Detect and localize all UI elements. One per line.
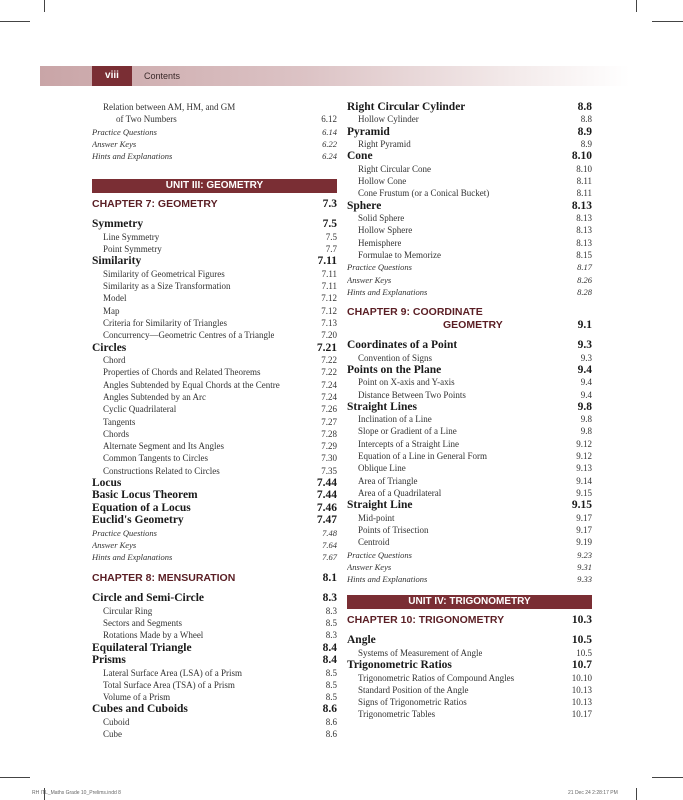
toc-entry-title: of Two Numbers <box>116 114 177 125</box>
toc-entry-title: Answer Keys <box>92 539 137 550</box>
toc-subentry <box>347 684 592 696</box>
toc-entry-title: Slope or Gradient of a Line <box>358 426 457 437</box>
toc-entry-page: 9.17 <box>576 524 592 535</box>
toc-entry-page: 8.10 <box>576 163 592 174</box>
toc-entry-page: 9.4 <box>580 389 592 400</box>
toc-subentry <box>347 487 592 499</box>
toc-entry-page: 8.6 <box>325 716 337 727</box>
toc-entry-page: 8.6 <box>325 729 337 740</box>
toc-section-entry <box>92 514 337 526</box>
unit-heading: UNIT III: GEOMETRY <box>92 179 337 193</box>
chapter-page: 7.3 <box>322 198 337 211</box>
toc-entry-title: Points on the Plane <box>347 363 442 376</box>
toc-subentry <box>92 428 337 440</box>
toc-entry-title: Trigonometric Tables <box>358 709 436 720</box>
toc-section-entry <box>347 499 592 511</box>
toc-subentry <box>92 629 337 641</box>
chapter-page: 8.1 <box>322 572 337 585</box>
toc-entry-page: 7.5 <box>322 218 337 231</box>
toc-entry-title: Practice Questions <box>92 527 157 538</box>
toc-entry-page: 8.9 <box>580 139 592 150</box>
toc-entry-page: 9.12 <box>576 438 592 449</box>
toc-entry-page: 8.4 <box>322 641 337 654</box>
toc-entry-title: Criteria for Similarity of Triangles <box>103 318 227 329</box>
toc-entry-title: Equation of a Locus <box>92 501 191 514</box>
toc-entry-page: 9.14 <box>576 475 592 486</box>
toc-subentry <box>92 667 337 679</box>
toc-subentry <box>347 249 592 261</box>
toc-subentry <box>347 187 592 199</box>
toc-entry-page: 8.15 <box>576 249 592 260</box>
toc-subentry <box>347 647 592 659</box>
toc-entry-page: 7.27 <box>321 416 337 427</box>
toc-entry-title: Common Tangents to Circles <box>103 453 208 464</box>
toc-subentry <box>92 317 337 329</box>
toc-subentry <box>347 512 592 524</box>
toc-entry-title: Systems of Measurement of Angle <box>358 647 483 658</box>
toc-entry-title: Chord <box>103 355 126 366</box>
toc-entry-title: Hollow Cylinder <box>358 114 419 125</box>
toc-entry-page: 9.15 <box>576 487 592 498</box>
toc-entry-title: Cuboid <box>103 716 130 727</box>
toc-section-entry <box>347 339 592 351</box>
toc-section-entry <box>347 126 592 138</box>
footer-file-slug: RH ITL_Maths Grade 10_Prelims.indd 8 <box>32 790 121 796</box>
toc-entry-page: 8.5 <box>325 667 337 678</box>
toc-subentry <box>92 728 337 740</box>
toc-subentry <box>92 329 337 341</box>
toc-entry-page: 10.7 <box>571 659 592 672</box>
toc-entry-page: 9.8 <box>577 400 592 413</box>
toc-backmatter-entry <box>347 286 592 298</box>
toc-subentry <box>347 113 592 125</box>
toc-entry-page: 8.5 <box>325 692 337 703</box>
chapter-heading <box>92 572 337 585</box>
toc-entry-title: Formulae to Memorize <box>358 249 441 260</box>
toc-entry-title: Answer Keys <box>347 561 392 572</box>
crop-mark <box>636 0 637 12</box>
toc-entry-page: 7.11 <box>321 268 337 279</box>
toc-section-entry <box>347 200 592 212</box>
toc-entry-page: 7.30 <box>321 453 337 464</box>
toc-entry-page: 7.12 <box>321 305 337 316</box>
toc-entry-title: Cyclic Quadrilateral <box>103 404 177 415</box>
toc-backmatter-entry <box>347 573 592 585</box>
toc-subentry <box>92 440 337 452</box>
toc-subentry <box>92 679 337 691</box>
toc-entry-title: Centroid <box>358 537 390 548</box>
toc-subentry <box>92 292 337 304</box>
toc-entry-page: 9.23 <box>577 549 592 560</box>
toc-entry-title: Trigonometric Ratios <box>347 659 452 672</box>
toc-subentry <box>347 696 592 708</box>
toc-entry-title: Practice Questions <box>347 549 412 560</box>
toc-entry-page: 9.4 <box>580 377 592 388</box>
toc-backmatter-entry <box>347 261 592 273</box>
toc-backmatter-entry <box>92 150 337 162</box>
toc-subentry <box>92 113 337 125</box>
toc-entry-page: 8.5 <box>325 618 337 629</box>
chapter-title: CHAPTER 10: TRIGONOMETRY <box>347 614 505 627</box>
crop-mark <box>652 21 683 22</box>
toc-subentry <box>347 413 592 425</box>
toc-entry-page: 9.12 <box>576 451 592 462</box>
toc-entry-page: 9.31 <box>577 561 592 572</box>
toc-entry-page: 9.8 <box>580 426 592 437</box>
chapter-title: CHAPTER 7: GEOMETRY <box>92 198 218 211</box>
toc-entry-title: Hollow Cone <box>358 176 407 187</box>
toc-entry-page: 8.13 <box>576 237 592 248</box>
toc-subentry <box>347 163 592 175</box>
toc-entry-title: Hemisphere <box>358 237 402 248</box>
toc-entry-page: 10.13 <box>571 684 592 695</box>
toc-entry-page: 6.12 <box>321 114 337 125</box>
crop-mark <box>0 777 30 778</box>
toc-entry-title: Distance Between Two Points <box>358 389 466 400</box>
toc-entry-page: 7.13 <box>321 318 337 329</box>
toc-section-entry <box>92 703 337 715</box>
toc-subentry <box>92 452 337 464</box>
toc-subentry <box>92 391 337 403</box>
toc-section-entry <box>92 477 337 489</box>
chapter-page: 9.1 <box>577 319 592 332</box>
toc-subentry <box>92 243 337 255</box>
toc-entry-page: 7.11 <box>317 255 337 268</box>
toc-subentry <box>92 231 337 243</box>
toc-entry-page: 7.20 <box>321 330 337 341</box>
toc-entry-title: Oblique Line <box>358 463 406 474</box>
toc-entry-title: Basic Locus Theorem <box>92 489 198 502</box>
toc-entry-page: 9.3 <box>577 339 592 352</box>
toc-entry-page: 7.24 <box>321 379 337 390</box>
toc-section-entry <box>347 364 592 376</box>
toc-subentry <box>347 212 592 224</box>
toc-subentry <box>92 366 337 378</box>
toc-entry-page: 8.26 <box>577 274 592 285</box>
toc-entry-title: Equation of a Line in General Form <box>358 451 487 462</box>
toc-entry-title: Convention of Signs <box>358 352 433 363</box>
toc-left-column <box>92 101 337 740</box>
toc-subentry <box>347 462 592 474</box>
toc-entry-page: 9.3 <box>580 352 592 363</box>
toc-entry-page: 10.17 <box>571 709 592 720</box>
toc-entry-page: 7.7 <box>325 244 337 255</box>
toc-entry-title: Sectors and Segments <box>103 618 182 629</box>
toc-entry-page: 10.13 <box>571 697 592 708</box>
toc-entry-page: 8.8 <box>577 101 592 113</box>
toc-entry-page: 8.9 <box>577 125 592 138</box>
toc-entry-page: 7.44 <box>316 489 337 502</box>
toc-entry-page: 7.11 <box>321 281 337 292</box>
toc-entry-page: 9.4 <box>577 363 592 376</box>
toc-subentry <box>347 138 592 150</box>
toc-entry-title: Hints and Explanations <box>92 151 173 162</box>
toc-subentry <box>347 376 592 388</box>
toc-entry-page: 10.10 <box>571 672 592 683</box>
toc-section-entry <box>347 101 592 113</box>
toc-subentry <box>347 425 592 437</box>
toc-entry-title: Right Circular Cylinder <box>347 101 466 113</box>
toc-entry-page: 8.17 <box>577 262 592 273</box>
crop-mark <box>44 0 45 12</box>
toc-subentry <box>92 305 337 317</box>
toc-entry-title: Total Surface Area (TSA) of a Prism <box>103 679 235 690</box>
toc-entry-title: Straight Line <box>347 499 413 512</box>
toc-subentry <box>92 379 337 391</box>
toc-subentry <box>92 280 337 292</box>
toc-entry-title: Cone Frustum (or a Conical Bucket) <box>358 188 490 199</box>
toc-entry-title: Angles Subtended by Equal Chords at the Centre <box>103 379 280 390</box>
toc-subentry <box>92 465 337 477</box>
toc-section-entry <box>92 489 337 501</box>
toc-section-entry <box>92 642 337 654</box>
toc-subentry <box>92 691 337 703</box>
toc-subentry <box>347 524 592 536</box>
toc-entry-title: Straight Lines <box>347 400 417 413</box>
toc-entry-page: 7.48 <box>322 527 337 538</box>
toc-entry-title: Pyramid <box>347 125 390 138</box>
toc-entry-title: Answer Keys <box>92 138 137 149</box>
toc-entry-title: Intercepts of a Straight Line <box>358 438 459 449</box>
toc-entry-page: 9.13 <box>576 463 592 474</box>
toc-entry-title: Cubes and Cuboids <box>92 703 188 716</box>
toc-entry-page: 8.11 <box>576 176 592 187</box>
toc-backmatter-entry <box>92 551 337 563</box>
unit-heading: UNIT IV: TRIGONOMETRY <box>347 595 592 609</box>
toc-entry-title: Tangents <box>103 416 136 427</box>
crop-mark <box>652 777 683 778</box>
footer-date-slug: 21 Dec 24 2:28:17 PM <box>568 790 618 796</box>
toc-entry-page: 10.5 <box>571 634 592 647</box>
toc-entry-title: Circle and Semi-Circle <box>92 592 204 605</box>
toc-entry-title: Line Symmetry <box>103 231 160 242</box>
toc-backmatter-entry <box>347 561 592 573</box>
toc-section-entry <box>92 654 337 666</box>
toc-subentry <box>92 416 337 428</box>
toc-subentry <box>347 475 592 487</box>
toc-entry-title: Cone <box>347 150 373 163</box>
toc-subentry <box>347 450 592 462</box>
toc-entry-page: 6.22 <box>322 138 337 149</box>
toc-entry-title: Model <box>103 293 127 304</box>
toc-entry-title: Similarity <box>92 255 142 268</box>
toc-entry-page: 7.44 <box>316 477 337 489</box>
toc-entry-page: 7.5 <box>325 231 337 242</box>
toc-backmatter-entry <box>92 126 337 138</box>
toc-entry-page: 8.28 <box>577 286 592 297</box>
toc-section-entry <box>92 218 337 230</box>
toc-entry-title: Right Circular Cone <box>358 163 431 174</box>
toc-entry-page: 8.13 <box>576 213 592 224</box>
toc-entry-title: Inclination of a Line <box>358 414 432 425</box>
toc-entry-title: Properties of Chords and Related Theorems <box>103 367 261 378</box>
toc-entry-page: 7.46 <box>316 501 337 514</box>
toc-entry-title: Hints and Explanations <box>92 552 173 563</box>
toc-subentry <box>92 617 337 629</box>
toc-backmatter-entry <box>92 138 337 150</box>
toc-subentry <box>92 403 337 415</box>
toc-entry-title: Practice Questions <box>92 126 157 137</box>
toc-section-entry <box>92 592 337 604</box>
page-number: viii <box>92 66 132 86</box>
toc-entry-title: Practice Questions <box>347 262 412 273</box>
toc-entry-title: Area of Triangle <box>358 475 418 486</box>
toc-subentry <box>347 352 592 364</box>
toc-entry-title: Prisms <box>92 654 126 667</box>
toc-entry-title: Mid-point <box>358 512 395 523</box>
toc-entry-title: Answer Keys <box>347 274 392 285</box>
toc-entry-title: Equilateral Triangle <box>92 641 192 654</box>
toc-subentry <box>347 237 592 249</box>
crop-mark <box>0 21 30 22</box>
toc-entry-title: Locus <box>92 477 122 489</box>
toc-entry-page: 6.14 <box>322 126 337 137</box>
toc-backmatter-entry <box>92 539 337 551</box>
toc-entry-title: Cube <box>103 729 122 740</box>
toc-entry-title: Similarity of Geometrical Figures <box>103 268 225 279</box>
toc-entry-page: 7.35 <box>321 465 337 476</box>
toc-entry-title: Euclid's Geometry <box>92 514 184 527</box>
toc-entry-title: Map <box>103 305 120 316</box>
crop-mark <box>636 788 637 800</box>
toc-entry-page: 8.3 <box>325 605 337 616</box>
toc-section-entry <box>347 150 592 162</box>
chapter-title-continued: GEOMETRY <box>443 319 503 332</box>
toc-section-entry <box>347 634 592 646</box>
toc-section-entry <box>92 502 337 514</box>
toc-subentry <box>92 716 337 728</box>
toc-entry-title: Alternate Segment and Its Angles <box>103 441 224 452</box>
toc-entry-title: Circles <box>92 341 127 354</box>
toc-entry-page: 7.12 <box>321 293 337 304</box>
toc-entry-page: 7.24 <box>321 391 337 402</box>
toc-entry-page: 7.22 <box>321 367 337 378</box>
toc-entry-page: 8.13 <box>571 199 592 212</box>
toc-entry-title: Right Pyramid <box>358 139 411 150</box>
toc-subentry <box>347 672 592 684</box>
toc-entry-title: Similarity as a Size Transformation <box>103 281 231 292</box>
toc-entry-page: 8.13 <box>576 225 592 236</box>
toc-entry-page: 7.28 <box>321 428 337 439</box>
toc-backmatter-entry <box>347 549 592 561</box>
toc-entry-title: Point Symmetry <box>103 244 162 255</box>
toc-subentry <box>347 438 592 450</box>
toc-entry-title: Point on X-axis and Y-axis <box>358 377 455 388</box>
toc-subentry <box>347 224 592 236</box>
toc-entry-title: Trigonometric Ratios of Compound Angles <box>358 672 515 683</box>
toc-entry-page: 7.67 <box>322 552 337 563</box>
toc-right-column <box>347 101 592 721</box>
toc-entry-page: 7.64 <box>322 539 337 550</box>
toc-entry-title: Hints and Explanations <box>347 286 428 297</box>
chapter-title: CHAPTER 8: MENSURATION <box>92 572 236 585</box>
toc-entry-page: 9.15 <box>571 499 592 512</box>
chapter-heading <box>347 614 592 627</box>
toc-section-entry <box>347 401 592 413</box>
toc-entry-page: 7.21 <box>316 341 337 354</box>
toc-entry-page: 9.8 <box>580 414 592 425</box>
toc-entry-page: 9.17 <box>576 512 592 523</box>
toc-entry-title: Area of a Quadrilateral <box>358 487 442 498</box>
toc-entry-title: Standard Position of the Angle <box>358 684 469 695</box>
toc-entry-title: Concurrency—Geometric Centres of a Triangle <box>103 330 275 341</box>
toc-entry-title: Lateral Surface Area (LSA) of a Prism <box>103 667 242 678</box>
toc-entry-page: 8.6 <box>322 703 337 716</box>
running-header-title: Contents <box>144 71 181 81</box>
toc-entry-title: Relation between AM, HM, and GM <box>103 102 236 112</box>
toc-entry-page: 7.26 <box>321 404 337 415</box>
toc-entry-page: 9.19 <box>576 537 592 548</box>
toc-entry-title: Sphere <box>347 199 382 212</box>
toc-entry-title: Angle <box>347 634 376 647</box>
toc-entry-page: 8.3 <box>322 592 337 605</box>
toc-entry-title: Points of Trisection <box>358 524 429 535</box>
toc-subentry <box>347 175 592 187</box>
toc-entry-title: Angles Subtended by an Arc <box>103 391 206 402</box>
toc-subentry <box>92 605 337 617</box>
toc-subentry <box>92 101 337 113</box>
toc-entry-page: 7.47 <box>316 514 337 527</box>
toc-subentry <box>347 708 592 720</box>
toc-subentry <box>92 354 337 366</box>
toc-entry-title: Chords <box>103 428 130 439</box>
toc-entry-title: Circular Ring <box>103 605 153 616</box>
toc-entry-title: Signs of Trigonometric Ratios <box>358 697 467 708</box>
toc-entry-page: 6.24 <box>322 151 337 162</box>
toc-entry-page: 8.4 <box>322 654 337 667</box>
toc-backmatter-entry <box>347 274 592 286</box>
toc-subentry <box>347 536 592 548</box>
toc-entry-title: Symmetry <box>92 218 144 231</box>
toc-entry-title: Hollow Sphere <box>358 225 413 236</box>
toc-section-entry <box>92 255 337 267</box>
toc-subentry <box>92 268 337 280</box>
toc-entry-title: Volume of a Prism <box>103 692 171 703</box>
toc-entry-page: 8.10 <box>571 150 592 163</box>
toc-entry-title: Coordinates of a Point <box>347 339 458 352</box>
toc-entry-page: 8.8 <box>580 114 592 125</box>
toc-entry-page: 8.3 <box>325 630 337 641</box>
toc-entry-page: 8.11 <box>576 188 592 199</box>
toc-entry-title: Constructions Related to Circles <box>103 465 220 476</box>
toc-section-entry <box>92 342 337 354</box>
toc-entry-page: 10.5 <box>576 647 592 658</box>
chapter-page: 10.3 <box>571 614 592 627</box>
toc-entry-title: Solid Sphere <box>358 213 405 224</box>
toc-entry-page: 8.5 <box>325 679 337 690</box>
toc-section-entry <box>347 659 592 671</box>
chapter-heading <box>347 306 592 332</box>
toc-entry-title: Hints and Explanations <box>347 574 428 585</box>
toc-entry-page: 7.22 <box>321 355 337 366</box>
chapter-title: CHAPTER 9: COORDINATE <box>347 306 483 319</box>
toc-backmatter-entry <box>92 527 337 539</box>
toc-subentry <box>347 389 592 401</box>
toc-entry-title: Rotations Made by a Wheel <box>103 630 204 641</box>
toc-entry-page: 9.33 <box>577 574 592 585</box>
chapter-heading <box>92 198 337 211</box>
toc-entry-page: 7.29 <box>321 441 337 452</box>
